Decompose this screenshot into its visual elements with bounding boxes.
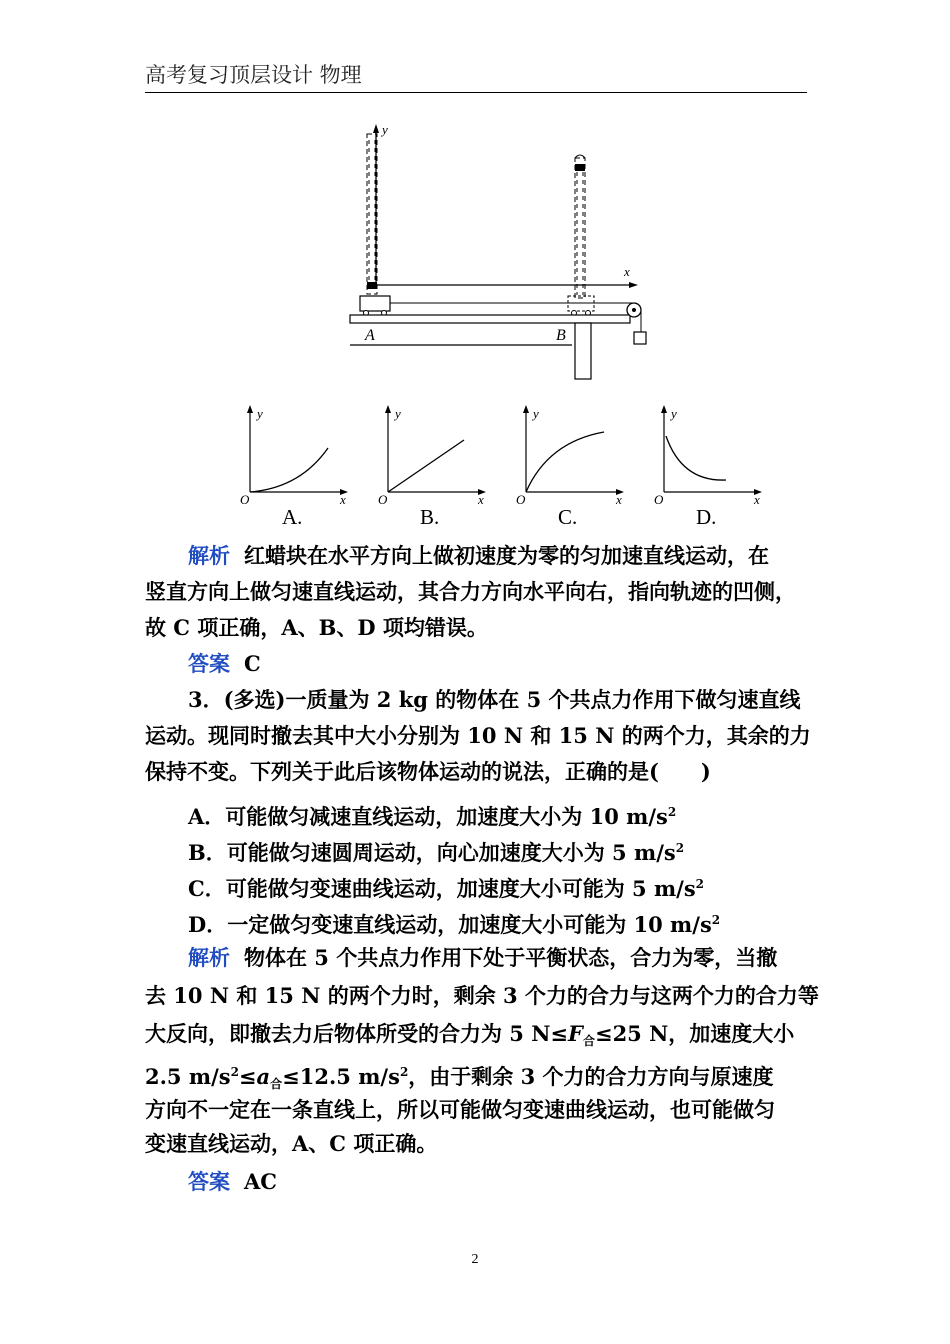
graph-b-label: B. (420, 505, 440, 529)
q3-option-b-sup: 2 (675, 841, 685, 855)
page-header (145, 62, 807, 93)
q3-analysis-text-4: 2.5 m/s (145, 1064, 231, 1089)
q3-stem-line-1: 3．(多选)一质量为 2 kg 的物体在 5 个共点力作用下做匀速直线 (188, 687, 801, 712)
graph-a-y: y (257, 406, 263, 421)
fig-label-a: A (365, 327, 375, 344)
option-graphs (230, 400, 770, 530)
graph-a-origin: O (240, 492, 250, 507)
fig-label-y: y (382, 122, 388, 137)
graph-b (378, 405, 486, 529)
q3-answer-line (188, 1164, 868, 1200)
q3-option-b-text: B．可能做匀速圆周运动，向心加速度大小为 5 m/s (188, 840, 676, 865)
q2-analysis-line-2: 竖直方向上做匀速直线运动，其合力方向水平向右，指向轨迹的凹侧， (145, 579, 796, 604)
graph-c (516, 405, 624, 529)
graph-c-label: C. (558, 505, 578, 529)
apparatus-figure (340, 120, 660, 385)
q3-analysis-text-1: 物体在 5 个共点力作用下处于平衡状态，合力为零，当撤 (244, 945, 778, 970)
q3-analysis-line-1 (188, 940, 868, 976)
force-symbol: F (568, 1021, 583, 1046)
q3-option-b[interactable] (188, 830, 868, 871)
graph-a (240, 405, 348, 529)
q3-analysis-text-3: 大反向，即撤去力后物体所受的合力为 5 N≤ (145, 1021, 569, 1046)
q2-answer: C (244, 651, 261, 676)
q3-option-d[interactable] (188, 902, 868, 943)
graph-a-label: A. (282, 505, 303, 529)
q2-answer-label: 答案 (188, 652, 230, 676)
q2-analysis-text-1: 红蜡块在水平方向上做初速度为零的匀加速直线运动，在 (244, 543, 769, 568)
fig-label-b: B (556, 327, 566, 344)
q3-answer: AC (244, 1169, 278, 1194)
fig-label-x: x (624, 264, 630, 279)
graph-d-label: D. (696, 505, 717, 529)
q3-analysis-line-6: 变速直线运动，A、C 项正确。 (145, 1131, 438, 1156)
q3-option-d-text: D．一定做匀变速直线运动，加速度大小可能为 10 m/s (188, 912, 712, 937)
q2-answer-line (188, 646, 868, 682)
graph-c-y: y (533, 406, 539, 421)
page-number: 2 (471, 1252, 479, 1267)
header-title: 高考复习顶层设计 物理 (145, 63, 362, 87)
accel-symbol: a (256, 1064, 271, 1089)
q3-analysis-mid-3: ≤12.5 m/s (282, 1064, 400, 1089)
q3-analysis-line-5: 方向不一定在一条直线上，所以可能做匀变速曲线运动，也可能做匀 (145, 1097, 775, 1122)
q3-option-d-sup: 2 (711, 913, 721, 927)
q3-stem-line-2: 运动。现同时撤去其中大小分别为 10 N 和 15 N 的两个力，其余的力 (145, 723, 811, 748)
q2-analysis-line-1 (188, 538, 868, 574)
q3-option-c-text: C．可能做匀变速曲线运动，加速度大小可能为 5 m/s (188, 876, 696, 901)
q3-analysis-line-2: 去 10 N 和 15 N 的两个力时，剩余 3 个力的合力与这两个力的合力等 (145, 983, 819, 1008)
q3-analysis-label: 解析 (188, 946, 230, 970)
q3-analysis-mid-1: ≤25 N，加速度大小 (594, 1021, 795, 1046)
graph-d (654, 405, 762, 529)
q2-analysis-line-3: 故 C 项正确，A、B、D 项均错误。 (145, 615, 488, 640)
q3-option-c-sup: 2 (695, 877, 705, 891)
graph-c-x: x (616, 492, 622, 507)
q3-option-a[interactable] (188, 794, 868, 835)
q3-analysis-mid-2: ≤ (238, 1064, 257, 1089)
graph-b-origin: O (378, 492, 388, 507)
graph-d-origin: O (654, 492, 664, 507)
graph-a-x: x (340, 492, 346, 507)
q3-option-a-sup: 2 (667, 805, 677, 819)
q3-analysis-line-3 (145, 1016, 825, 1059)
q3-stem-line-3: 保持不变。下列关于此后该物体运动的说法，正确的是( ) (145, 759, 711, 784)
q3-analysis-tail: ，由于剩余 3 个力的合力方向与原速度 (408, 1064, 774, 1089)
graph-b-x: x (478, 492, 484, 507)
force-subscript: 合 (582, 1034, 595, 1048)
q3-option-a-text: A．可能做匀减速直线运动，加速度大小为 10 m/s (188, 804, 668, 829)
q3-answer-label: 答案 (188, 1170, 230, 1194)
graph-d-x: x (754, 492, 760, 507)
q2-analysis-label: 解析 (188, 544, 230, 568)
graph-d-y: y (671, 406, 677, 421)
q3-analysis-sup-2: 2 (399, 1065, 409, 1079)
q3-analysis-sup-1: 2 (230, 1065, 239, 1079)
accel-subscript: 合 (270, 1077, 283, 1091)
graph-b-y: y (395, 406, 401, 421)
graph-c-origin: O (516, 492, 526, 507)
q3-option-c[interactable] (188, 866, 868, 907)
